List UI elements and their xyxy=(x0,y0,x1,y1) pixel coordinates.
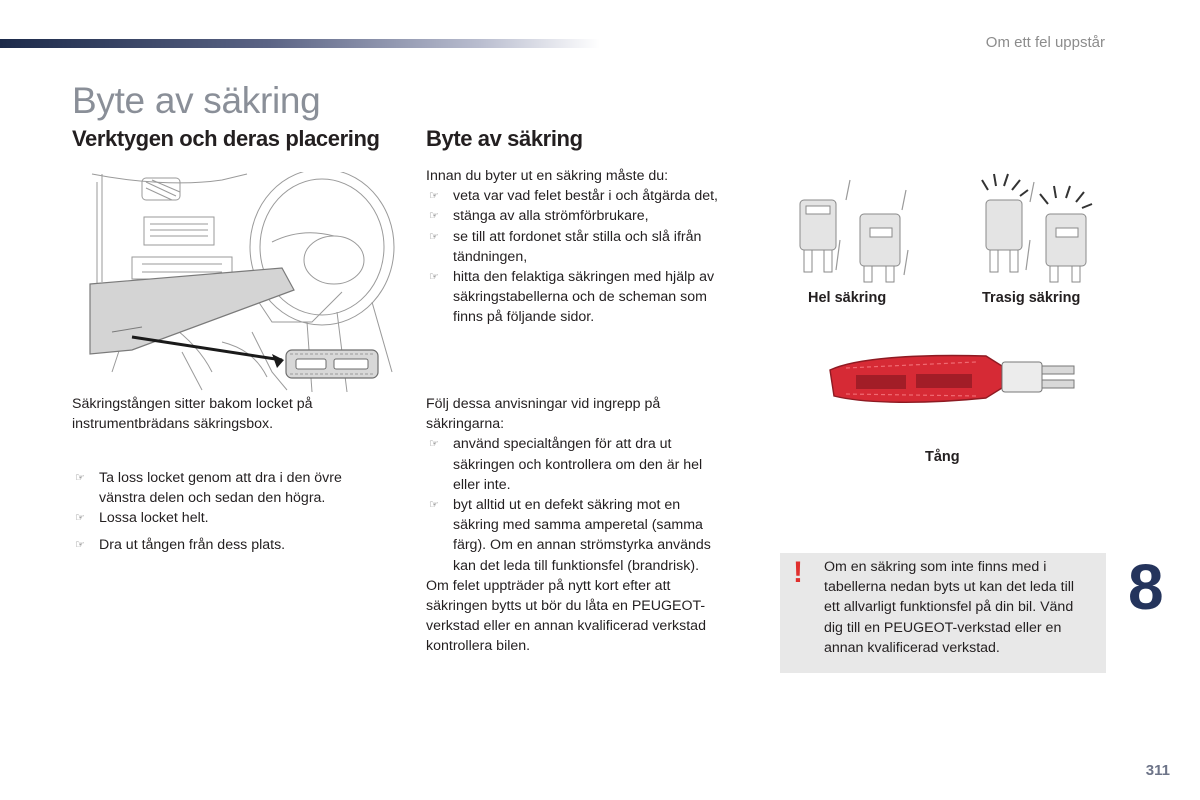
warning-line: tabellerna nedan byts ut kan det leda till xyxy=(824,579,1075,596)
intro-text: Följ dessa anvisningar vid ingrepp på xyxy=(426,396,661,412)
intact-fuse-icon xyxy=(800,200,836,272)
fuse-ok-label: Hel säkring xyxy=(808,290,887,306)
intro-text: säkringarna: xyxy=(426,416,505,433)
closing-text: Om felet uppträder på nytt kort efter att xyxy=(426,577,671,594)
list-item-text: kan det leda till funktionsfel (brandrisk). xyxy=(453,557,700,574)
intact-fuse-icon xyxy=(860,214,900,282)
warning-icon: ! xyxy=(793,556,803,589)
list-item-text: Ta loss locket genom att dra i den övre xyxy=(99,470,342,486)
list-item-text: eller inte. xyxy=(453,476,511,493)
hand-bullet-icon: ☞ xyxy=(75,538,85,551)
hand-bullet-icon: ☞ xyxy=(429,210,439,223)
section-title: Om ett fel uppstår xyxy=(985,34,1105,51)
list-item-text: Dra ut tången från dess plats. xyxy=(99,536,286,553)
hand-bullet-icon: ☞ xyxy=(75,512,85,525)
list-item-text: se till att fordonet står stilla och slå ifrån xyxy=(453,228,702,245)
left-caption-line: instrumentbrädans säkringsbox. xyxy=(72,416,274,433)
hand-bullet-icon: ☞ xyxy=(429,190,439,203)
broken-fuse-icon xyxy=(986,200,1022,272)
list-item-text: färg). Om en annan strömstyrka används xyxy=(453,537,711,554)
left-steps xyxy=(72,468,392,555)
list-item-text: byt alltid ut en defekt säkring mot en xyxy=(453,497,681,514)
middle-heading: Byte av säkring xyxy=(426,126,583,151)
list-item-text: använd specialtången för att dra ut xyxy=(453,436,672,453)
fuse-broken-label: Trasig säkring xyxy=(982,290,1081,306)
list-item xyxy=(426,267,756,328)
fuse-puller-illustration xyxy=(826,348,1080,418)
tool-label: Tång xyxy=(925,449,960,465)
warning-line: ett allvarligt funktionsfel på din bil. Vänd xyxy=(824,599,1074,616)
closing-text: kontrollera bilen. xyxy=(426,638,531,655)
closing-text: säkringen bytts ut bör du låta en PEUGEOT- xyxy=(426,598,706,615)
list-item-text: stänga av alla strömförbrukare, xyxy=(453,208,649,225)
list-item xyxy=(72,508,392,528)
page-number: 311 xyxy=(1145,762,1170,779)
list-item-text: finns på följande sidor. xyxy=(453,309,595,326)
middle-follow-steps xyxy=(426,394,756,657)
list-item-text: säkringen och kontrollera om den är hel xyxy=(453,456,703,473)
intro-text: Innan du byter ut en säkring måste du: xyxy=(426,168,669,184)
closing-text: verkstad eller en annan kvalificerad verkstad xyxy=(426,618,706,635)
list-item xyxy=(426,186,756,206)
list-item-text: säkringstabellerna och de scheman som xyxy=(453,289,707,306)
left-heading: Verktygen och deras placering xyxy=(72,126,380,151)
left-caption xyxy=(72,394,392,434)
list-item xyxy=(426,206,756,226)
hand-bullet-icon: ☞ xyxy=(429,499,439,512)
list-item-text: tändningen, xyxy=(453,248,528,265)
hand-bullet-icon: ☞ xyxy=(75,472,85,484)
list-item-text: vänstra delen och sedan den högra. xyxy=(99,490,326,507)
dashboard-illustration xyxy=(72,172,402,394)
list-item xyxy=(72,535,392,555)
warning-line: Om en säkring som inte finns med i xyxy=(824,559,1047,575)
list-item xyxy=(426,227,756,267)
list-item xyxy=(72,468,392,508)
header-bar xyxy=(0,39,600,48)
chapter-number: 8 xyxy=(1128,551,1164,623)
fuse-illustrations xyxy=(790,170,1110,290)
list-item-text: veta var vad felet består i och åtgärda det, xyxy=(453,188,718,205)
middle-before-steps xyxy=(426,166,756,328)
left-caption-line: Säkringstången sitter bakom locket på xyxy=(72,396,313,412)
hand-bullet-icon: ☞ xyxy=(429,271,439,284)
list-item xyxy=(426,434,756,495)
page-title: Byte av säkring xyxy=(72,80,321,121)
warning-line: annan kvalificerad verkstad. xyxy=(824,639,1000,656)
warning-line: dig till en PEUGEOT-verkstad eller en xyxy=(824,619,1062,636)
list-item-text: säkring med samma amperetal (samma xyxy=(453,517,703,534)
warning-text xyxy=(824,557,1104,658)
hand-bullet-icon: ☞ xyxy=(429,230,439,243)
list-item-text: Lossa locket helt. xyxy=(99,510,209,527)
hand-bullet-icon: ☞ xyxy=(429,438,439,451)
list-item-text: hitta den felaktiga säkringen med hjälp av xyxy=(453,269,715,286)
list-item xyxy=(426,495,756,576)
broken-fuse-icon xyxy=(1046,214,1086,282)
